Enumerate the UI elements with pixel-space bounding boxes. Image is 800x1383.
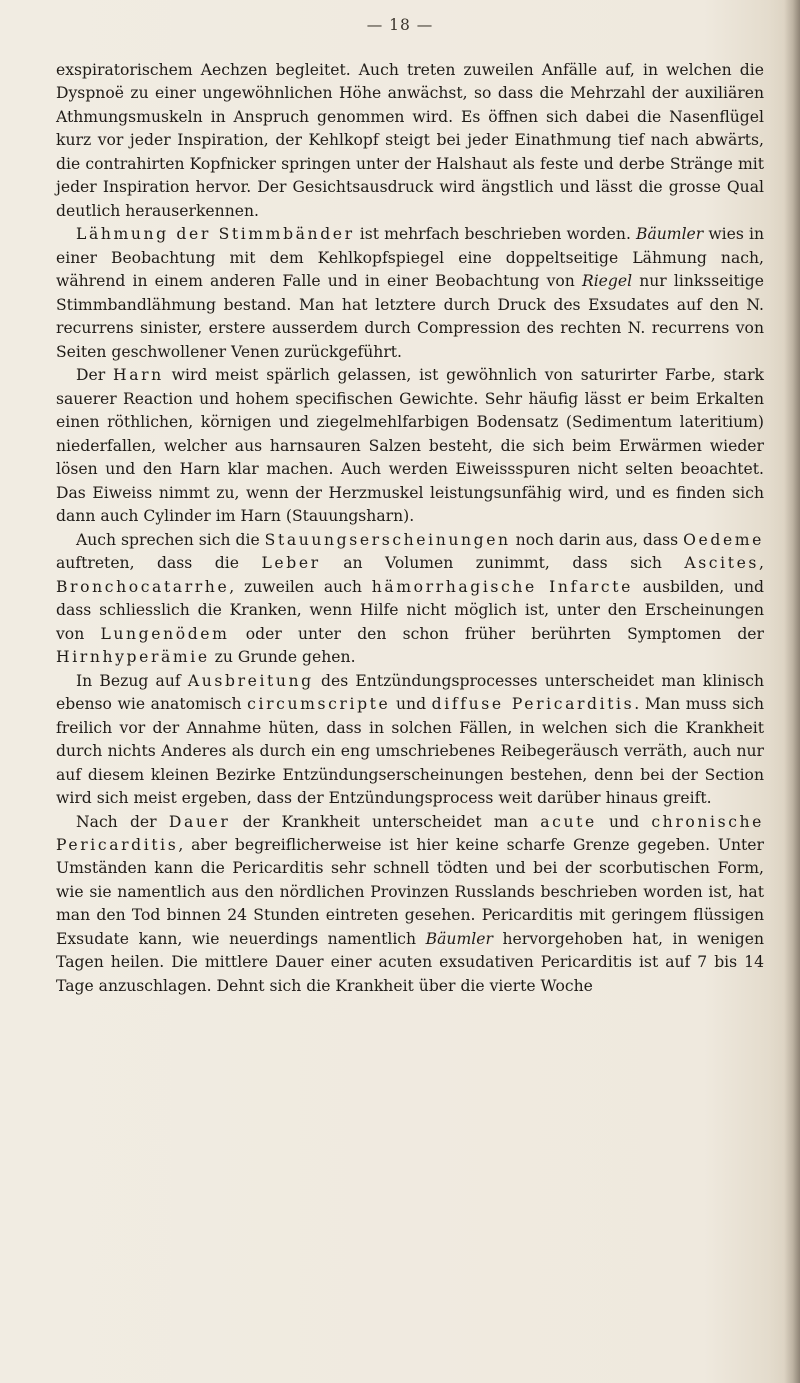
paragraph-6 [56,811,764,999]
text-run: an Volumen zunimmt, dass sich [320,554,685,573]
spaced-term: diffuse Pericarditis [431,695,635,714]
spaced-term: Dauer [168,812,231,831]
text-run: Nach der [76,812,169,831]
paragraph-2 [56,223,764,364]
text-run: nur linksseitige Stimmbandlähmung bestand. Man hat letztere durch Druck des Exsudates auf den N. recurrens sinister, erstere ausserdem durch Compression des rechten N. recurrens von Seiten geschwollener Venen zurückgeführt. [56,272,764,361]
spaced-term: chronische Pericarditis [56,812,765,854]
spaced-term: Harn [113,366,164,385]
body-text [56,59,764,998]
text-run: ist mehrfach beschrieben worden. [354,225,636,244]
text-run: wird meist spärlich gelassen, ist gewöhnlich von saturirter Farbe, stark sauerer Reaction und hohem specifischen Gewichte. Sehr häufig lässt er beim Erkalten einen röthlichen, körnigen und ziegelmehlfarbigen Bodensatz (Sedimentum lateritium) niederfallen, welcher aus harnsauren Salzen besteht, die sich beim Erwärmen wieder lösen und den Harn klar machen. Auch werden Eiweissspuren nicht selten beoachtet. Das Eiweiss nimmt zu, wenn der Herzmuskel leistungsunfähig wird, und es finden sich dann auch Cylinder im Harn (Stauungsharn). [56,366,764,526]
text-run: , aber begreiflicherweise ist hier keine scharfe Grenze gegeben. Unter Umständen kann die Pericarditis sehr schnell tödten und bei der scorbutischen Form, wie sie namentlich aus den nördlichen Provinzen Russlands beschrieben worden ist, hat man den Tod binnen 24 Stunden eintreten gesehen. Pericarditis mit geringem flüssigen Exsudate kann, wie neuerdings namentlich [56,835,764,948]
spaced-term: Hirnhyperämie [56,648,210,667]
spaced-term: Ascites [684,554,760,573]
text-run: Der [76,366,113,385]
text-run: ausbilden, und dass schliesslich die Kranken, wenn Hilfe nicht möglich ist, unter den Erscheinungen von [56,577,765,643]
author-name: Bäumler [425,929,493,948]
page-number-header: — 18 — [366,16,434,34]
paragraph-1 [56,59,764,223]
text-run: und [390,695,432,714]
text-run: , zuweilen auch [229,577,372,596]
spaced-term: Oedeme [683,530,764,549]
spaced-term: Bronchocatarrhe [56,577,230,596]
spaced-term: Leber [261,554,321,573]
text-run: hervorgehoben hat, in wenigen Tagen heilen. Die mittlere Dauer einer acuten exsudativen Pericarditis ist auf 7 bis 14 Tage anzuschlagen. Dehnt sich die Krankheit über die vierte Woche [56,929,764,995]
spaced-term: Lungenödem [100,624,230,643]
text-run: und [596,812,652,831]
text-run: auftreten, dass die [56,554,262,573]
page-edge-shadow [784,0,800,1383]
spaced-term: Lähmung der Stimmbänder [76,225,355,244]
author-name: Riegel [581,272,633,291]
text-run: zu Grunde gehen. [209,648,356,667]
paragraph-3 [56,364,764,528]
text-run: noch darin aus, dass [510,530,684,549]
text-run: exspiratorischem Aechzen begleitet. Auch treten zuweilen Anfälle auf, in welchen die Dyspnoë zu einer ungewöhnlichen Höhe anwächst, so dass die Mehrzahl der auxiliären Athmungsmuskeln in Anspruch genommen wird. Es öffnen sich dabei die Nasenflügel kurz vor jeder Inspiration, der Kehlkopf steigt bei jeder Einathmung tief nach abwärts, die contrahirten Kopfnicker springen unter der Halshaut als feste und derbe Stränge mit jeder Inspiration hervor. Der Gesichtsausdruck wird ängstlich und lässt die grosse Qual deutlich herauserkennen. [56,61,764,220]
spaced-term: Ausbreitung [187,671,314,690]
paragraph-5 [56,670,764,811]
text-run: Auch sprechen sich die [76,530,265,549]
spaced-term: hämorrhagische Infarcte [371,577,633,596]
text-run: der Krankheit unterscheidet man [230,812,541,831]
paragraph-4 [56,529,764,670]
text-run: wies in einer Beobachtung mit dem Kehlkopfspiegel eine doppeltseitige Lähmung nach, während in einem anderen Falle und in einer Beobachtung von [56,225,764,291]
text-run: . Man muss sich freilich vor der Annahme hüten, dass in solchen Fällen, in welchen sich die Krankheit durch nichts Anderes als durch ein eng umschriebenes Reibegeräusch verräth, auch nur auf diesem kleinen Bezirke Entzündungserscheinungen bestehen, denn bei der Section wird sich meist ergeben, dass der Entzündungsprocess weit darüber hinaus greift. [56,695,764,808]
spaced-term: circumscripte [247,695,391,714]
spaced-term: acute [540,812,597,831]
text-run: des Entzündungsprocesses unterscheidet man klinisch ebenso wie anatomisch [56,671,764,714]
text-run: In Bezug auf [76,671,188,690]
text-run: oder unter den schon früher berührten Symptomen der [229,624,764,643]
spaced-term: Stauungserscheinungen [264,530,511,549]
text-run: , [759,554,764,573]
author-name: Bäumler [635,225,704,244]
